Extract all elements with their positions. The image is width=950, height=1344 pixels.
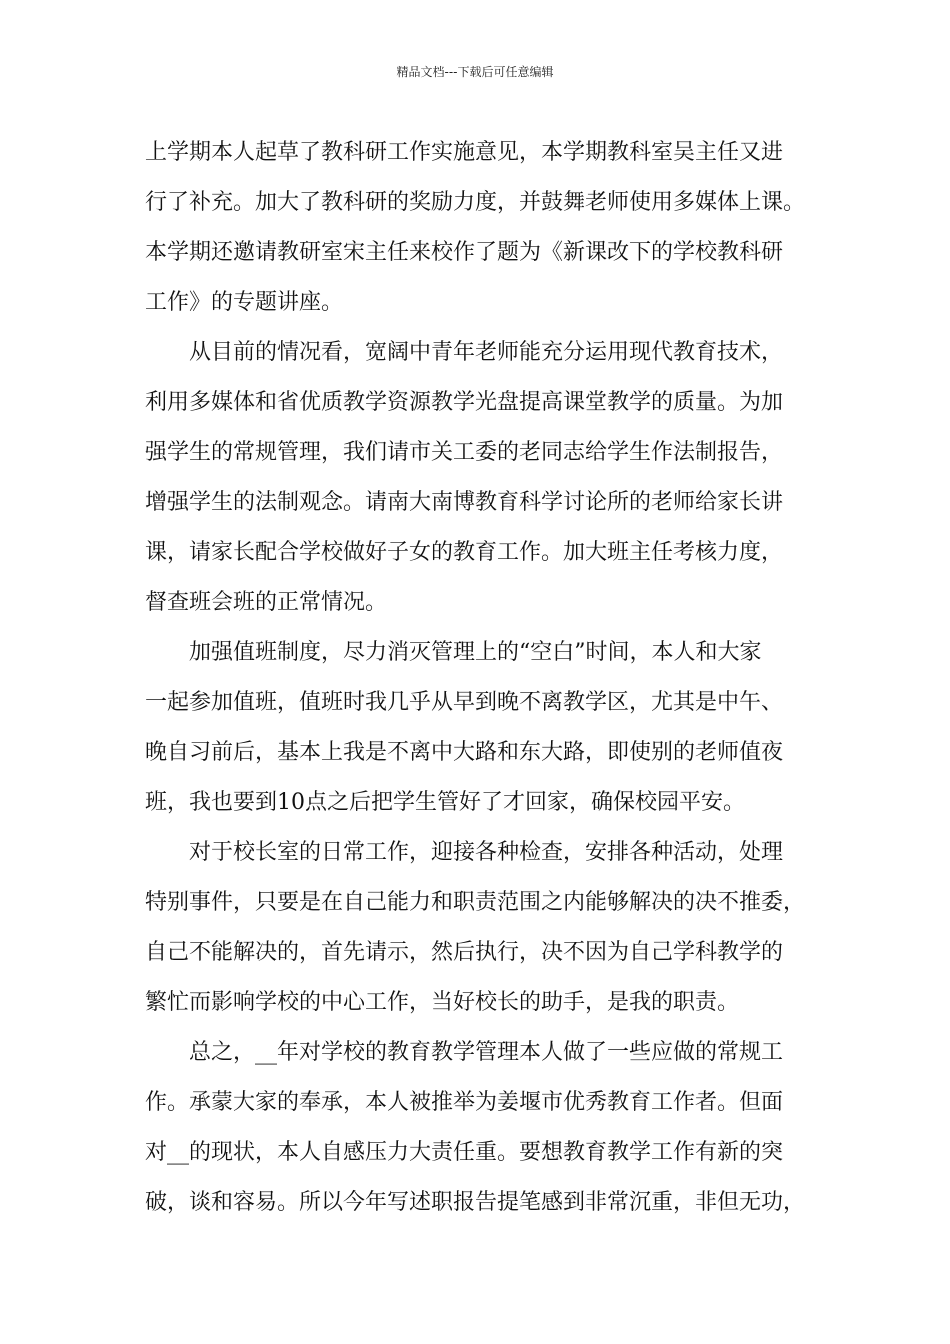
- text-line: 本学期还邀请教研室宋主任来校作了题为《新课改下的学校教科研: [145, 240, 784, 265]
- text-line: 督查班会班的正常情况。: [145, 590, 388, 615]
- text-line: 班，我也要到10点之后把学生管好了才回家，确保校园平安。: [145, 790, 745, 815]
- paragraph-first-line: 从目前的情况看，宽阔中青年老师能充分运用现代教育技术，: [189, 340, 784, 365]
- paragraph-first-line: 总之，__年对学校的教育教学管理本人做了一些应做的常规工: [189, 1040, 784, 1065]
- text-line: 上学期本人起草了教科研工作实施意见，本学期教科室吴主任又进: [145, 140, 784, 165]
- paragraph-first-line: 加强值班制度，尽力消灭管理上的“空白”时间，本人和大家: [189, 640, 762, 665]
- text-line: 破，谈和容易。所以今年写述职报告提笔感到非常沉重，非但无功，: [145, 1190, 806, 1215]
- page-header: 精品文档---下载后可任意编辑: [396, 65, 554, 79]
- text-line: 行了补充。加大了教科研的奖励力度，并鼓舞老师使用多媒体上课。: [145, 190, 806, 215]
- text-line: 自己不能解决的，首先请示，然后执行，决不因为自己学科教学的: [145, 940, 784, 965]
- text-line: 工作》的专题讲座。: [145, 290, 344, 315]
- text-line: 课，请家长配合学校做好子女的教育工作。加大班主任考核力度，: [145, 540, 784, 565]
- text-line: 繁忙而影响学校的中心工作，当好校长的助手，是我的职责。: [145, 990, 740, 1015]
- document-body: [145, 128, 825, 1228]
- paragraph-first-line: 对于校长室的日常工作，迎接各种检查，安排各种活动，处理: [189, 840, 784, 865]
- text-line: 增强学生的法制观念。请南大南博教育科学讨论所的老师给家长讲: [145, 490, 784, 515]
- text-line: 利用多媒体和省优质教学资源教学光盘提高课堂教学的质量。为加: [145, 390, 784, 415]
- text-line: 强学生的常规管理，我们请市关工委的老同志给学生作法制报告，: [145, 440, 784, 465]
- text-line: 晚自习前后，基本上我是不离中大路和东大路，即使别的老师值夜: [145, 740, 784, 765]
- text-line: 对__的现状，本人自感压力大责任重。要想教育教学工作有新的突: [145, 1140, 784, 1165]
- text-line: 一起参加值班，值班时我几乎从早到晚不离教学区，尤其是中午、: [145, 690, 784, 715]
- text-line: 作。承蒙大家的奉承，本人被推举为姜堰市优秀教育工作者。但面: [145, 1090, 784, 1115]
- text-line: 特别事件，只要是在自己能力和职责范围之内能够解决的决不推委，: [145, 890, 806, 915]
